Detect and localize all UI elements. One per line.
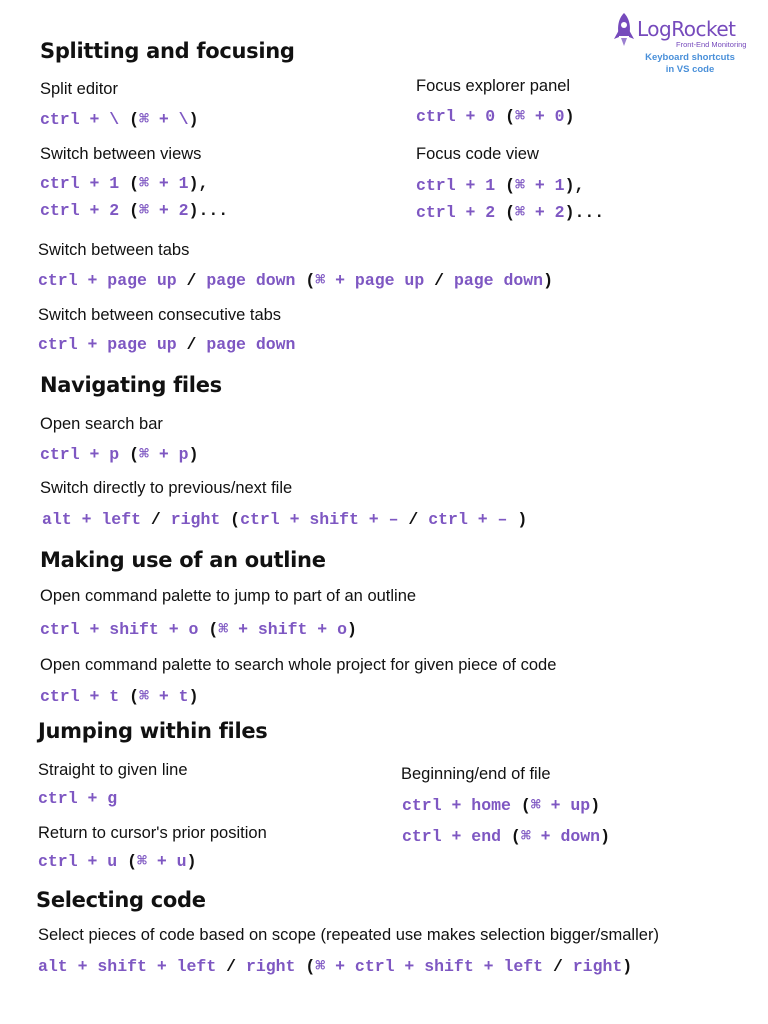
- key-combo: ⌘ + u: [137, 852, 187, 871]
- separator: ): [590, 796, 601, 815]
- shortcut-label-switch-views: Switch between views: [40, 145, 202, 163]
- key-combo: ⌘ + \: [139, 110, 189, 129]
- shortcut-label-switch-tabs: Switch between tabs: [38, 241, 190, 259]
- shortcut-keys-palette-project: [40, 686, 198, 706]
- shortcut-keys-open-search: [40, 444, 198, 464]
- key-combo: ctrl + home: [402, 796, 511, 815]
- section-heading-selecting: Selecting code: [36, 888, 206, 912]
- separator: ): [186, 852, 197, 871]
- key-combo: ⌘ + up: [530, 796, 591, 815]
- shortcut-label-begin-end: Beginning/end of file: [401, 765, 551, 783]
- rocket-icon: [612, 12, 636, 48]
- section-heading-splitting: Splitting and focusing: [40, 39, 295, 63]
- separator: ): [188, 110, 199, 129]
- separator: (: [495, 107, 516, 126]
- separator: (: [220, 510, 241, 529]
- separator: (: [119, 174, 140, 193]
- separator: ): [622, 957, 633, 976]
- shortcut-keys-given-line: [38, 789, 117, 808]
- key-combo: ctrl + end: [402, 827, 502, 846]
- separator: /: [141, 510, 171, 529]
- key-combo: alt + left: [42, 510, 142, 529]
- key-combo: ⌘ + 1: [515, 176, 565, 195]
- key-combo: page down: [453, 271, 544, 290]
- separator: (: [119, 201, 140, 220]
- separator: ): [188, 445, 199, 464]
- brand-subtitle: [630, 52, 750, 76]
- shortcut-keys-focus-explorer: [416, 106, 574, 126]
- separator: ),: [564, 176, 585, 195]
- key-combo: ctrl + –: [428, 510, 508, 529]
- key-combo: right: [170, 510, 221, 529]
- separator: ),: [188, 174, 209, 193]
- separator: /: [176, 335, 207, 354]
- separator: ): [188, 687, 199, 706]
- brand-subtitle-line1: Keyboard shortcuts: [645, 52, 735, 63]
- key-combo: page down: [206, 335, 296, 354]
- key-combo: ctrl + shift + o: [40, 620, 199, 639]
- separator: ): [543, 271, 553, 290]
- separator: (: [495, 203, 516, 222]
- key-combo: ctrl + 1: [40, 174, 120, 193]
- shortcut-keys-switch-views-1: [40, 173, 208, 193]
- logrocket-logo: [612, 12, 762, 80]
- separator: (: [501, 827, 521, 846]
- shortcut-keys-cursor-prior: [38, 851, 196, 871]
- shortcut-label-select-scope: Select pieces of code based on scope (repeated use makes selection bigger/smaller): [38, 926, 659, 944]
- key-combo: alt + shift + left: [38, 957, 217, 976]
- shortcut-label-given-line: Straight to given line: [38, 761, 188, 779]
- key-combo: ⌘ + 0: [515, 107, 565, 126]
- shortcut-keys-palette-outline: [40, 619, 357, 639]
- shortcut-label-switch-consecutive: Switch between consecutive tabs: [38, 306, 282, 324]
- shortcut-keys-split-editor: [40, 109, 198, 129]
- shortcut-label-palette-outline: Open command palette to jump to part of an outline: [40, 587, 417, 605]
- key-combo: ⌘ + 1: [139, 174, 189, 193]
- separator: )...: [564, 203, 605, 222]
- key-combo: ctrl + 0: [416, 107, 496, 126]
- key-combo: right: [572, 957, 623, 976]
- key-combo: ⌘ + ctrl + shift + left: [315, 957, 544, 976]
- key-combo: ctrl + page up: [38, 335, 177, 354]
- separator: (: [510, 796, 531, 815]
- separator: ): [347, 620, 357, 639]
- brand-tagline: Front-End Monitoring: [676, 40, 747, 49]
- key-combo: ctrl + 2: [40, 201, 120, 220]
- key-combo: ctrl + 2: [416, 203, 496, 222]
- separator: /: [398, 510, 429, 529]
- separator: ): [507, 510, 528, 529]
- shortcut-keys-switch-consecutive: [38, 335, 295, 354]
- separator: )...: [188, 201, 229, 220]
- key-combo: ctrl + u: [38, 852, 118, 871]
- shortcut-keys-focus-code-2: [416, 202, 604, 222]
- shortcut-label-prev-next-file: Switch directly to previous/next file: [40, 479, 293, 497]
- key-combo: ctrl + g: [38, 789, 118, 808]
- shortcut-label-focus-explorer: Focus explorer panel: [416, 77, 571, 95]
- section-heading-navigating: Navigating files: [40, 373, 222, 397]
- separator: ): [564, 107, 575, 126]
- key-combo: ctrl + shift + –: [240, 510, 399, 529]
- key-combo: ctrl + t: [40, 687, 120, 706]
- shortcut-keys-prev-next-file: [42, 510, 527, 529]
- separator: /: [424, 271, 454, 290]
- key-combo: ⌘ + page up: [315, 271, 425, 290]
- separator: (: [119, 445, 140, 464]
- shortcut-label-open-search: Open search bar: [40, 415, 163, 433]
- separator: (: [119, 110, 140, 129]
- key-combo: ⌘ + 2: [515, 203, 565, 222]
- separator: (: [198, 620, 219, 639]
- shortcut-label-split-editor: Split editor: [40, 80, 118, 98]
- shortcut-keys-end-file: [402, 826, 610, 846]
- brand-subtitle-line2: in VS code: [665, 64, 715, 75]
- key-combo: page down: [206, 271, 296, 290]
- separator: /: [216, 957, 246, 976]
- shortcut-label-focus-code: Focus code view: [416, 145, 539, 163]
- shortcut-keys-select-scope: [38, 956, 632, 976]
- key-combo: ctrl + 1: [416, 176, 496, 195]
- separator: /: [176, 271, 207, 290]
- section-heading-outline: Making use of an outline: [40, 548, 326, 572]
- key-combo: ⌘ + t: [139, 687, 189, 706]
- separator: (: [495, 176, 516, 195]
- separator: (: [295, 957, 316, 976]
- brand-name: LogRocket: [637, 17, 736, 41]
- shortcut-label-cursor-prior: Return to cursor's prior position: [38, 824, 267, 842]
- shortcut-keys-switch-tabs: [38, 270, 553, 290]
- key-combo: ⌘ + 2: [139, 201, 189, 220]
- key-combo: ctrl + page up: [38, 271, 177, 290]
- key-combo: ctrl + p: [40, 445, 120, 464]
- separator: (: [117, 852, 138, 871]
- separator: /: [543, 957, 573, 976]
- key-combo: ⌘ + down: [520, 827, 601, 846]
- key-combo: ctrl + \: [40, 110, 120, 129]
- shortcut-label-palette-project: Open command palette to search whole project for given piece of code: [40, 656, 557, 674]
- key-combo: right: [245, 957, 296, 976]
- key-combo: ⌘ + shift + o: [218, 620, 348, 639]
- separator: (: [295, 271, 316, 290]
- shortcut-keys-begin-file: [402, 795, 600, 815]
- key-combo: ⌘ + p: [139, 445, 189, 464]
- section-heading-jumping: Jumping within files: [38, 719, 268, 743]
- separator: (: [119, 687, 140, 706]
- separator: ): [600, 827, 610, 846]
- shortcut-keys-focus-code-1: [416, 175, 584, 195]
- shortcut-keys-switch-views-2: [40, 200, 228, 220]
